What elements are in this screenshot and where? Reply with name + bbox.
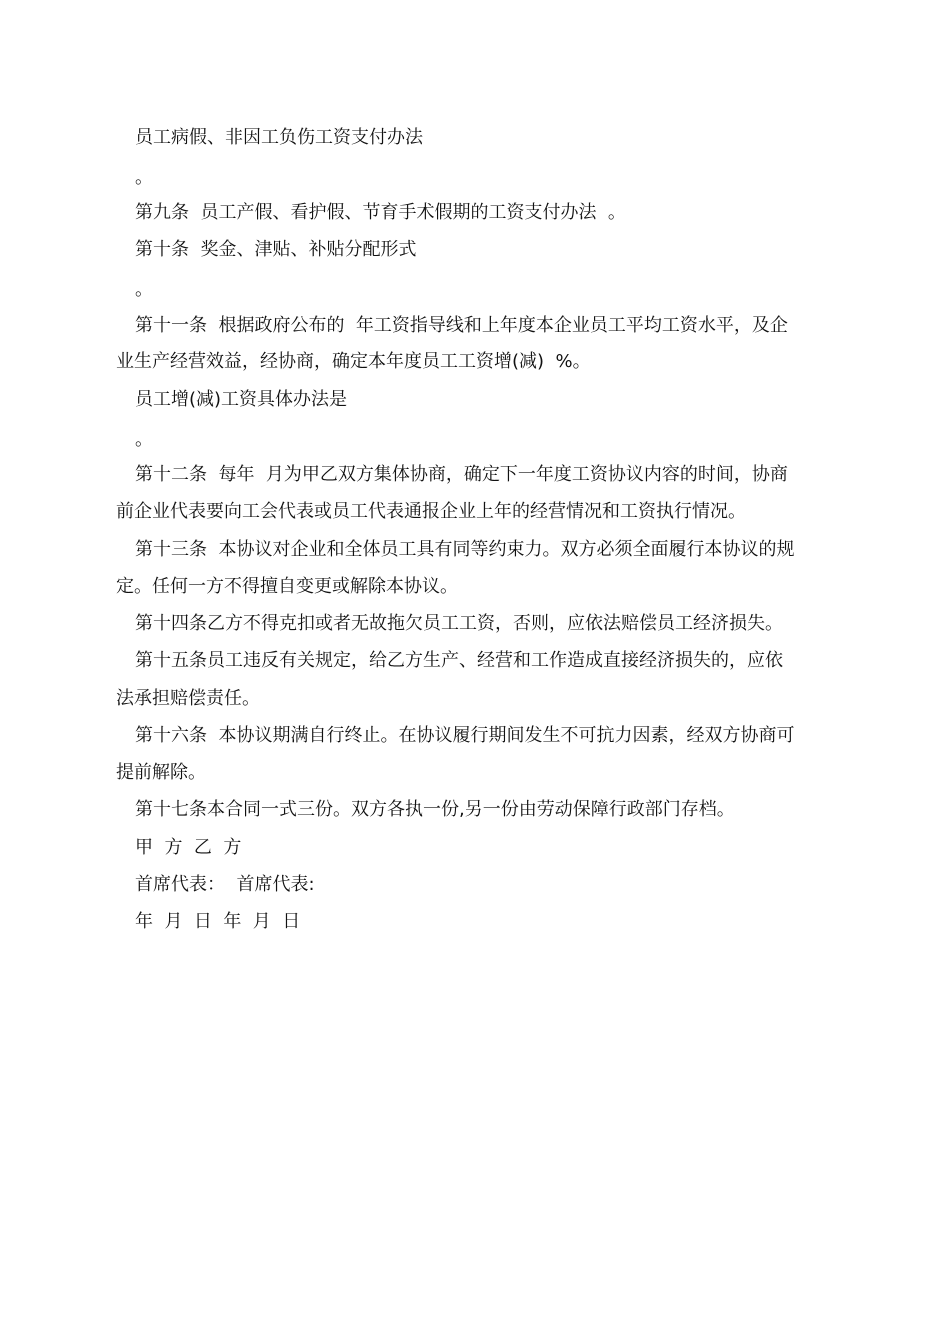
paragraph-line: 员工病假、非因工负伤工资支付办法 <box>135 127 423 148</box>
article-11: 第十一条 根据政府公布的 年工资指导线和上年度本企业员工平均工资水平，及企 <box>135 315 788 336</box>
paragraph-line: 。 <box>135 429 153 450</box>
article-14: 第十四条乙方不得克扣或者无故拖欠员工工资，否则，应依法赔偿员工经济损失。 <box>135 613 783 634</box>
signature-dates: 年 月 日 年 月 日 <box>135 911 301 932</box>
article-9: 第九条 员工产假、看护假、节育手术假期的工资支付办法 。 <box>135 202 626 223</box>
signature-representatives: 首席代表： 首席代表: <box>135 874 315 895</box>
paragraph-line: 。 <box>135 279 153 300</box>
article-15-cont: 法承担赔偿责任。 <box>116 688 260 709</box>
paragraph-line: 员工增(减)工资具体办法是 <box>135 389 348 410</box>
article-13: 第十三条 本协议对企业和全体员工具有同等约束力。双方必须全面履行本协议的规 <box>135 539 795 560</box>
article-11-cont: 业生产经营效益，经协商，确定本年度员工工资增(减) %。 <box>116 351 591 372</box>
paragraph-line: 。 <box>135 167 153 188</box>
article-16-cont: 提前解除。 <box>116 762 206 783</box>
article-12-cont: 前企业代表要向工会代表或员工代表通报企业上年的经营情况和工资执行情况。 <box>116 501 746 522</box>
article-10: 第十条 奖金、津贴、补贴分配形式 <box>135 239 417 260</box>
article-16: 第十六条 本协议期满自行终止。在协议履行期间发生不可抗力因素，经双方协商可 <box>135 725 795 746</box>
article-12: 第十二条 每年 月为甲乙双方集体协商，确定下一年度工资协议内容的时间，协商 <box>135 464 788 485</box>
article-15: 第十五条员工违反有关规定，给乙方生产、经营和工作造成直接经济损失的，应依 <box>135 650 783 671</box>
article-17: 第十七条本合同一式三份。双方各执一份,另一份由劳动保障行政部门存档。 <box>135 799 735 820</box>
signature-parties: 甲 方 乙 方 <box>135 837 242 858</box>
article-13-cont: 定。任何一方不得擅自变更或解除本协议。 <box>116 576 458 597</box>
